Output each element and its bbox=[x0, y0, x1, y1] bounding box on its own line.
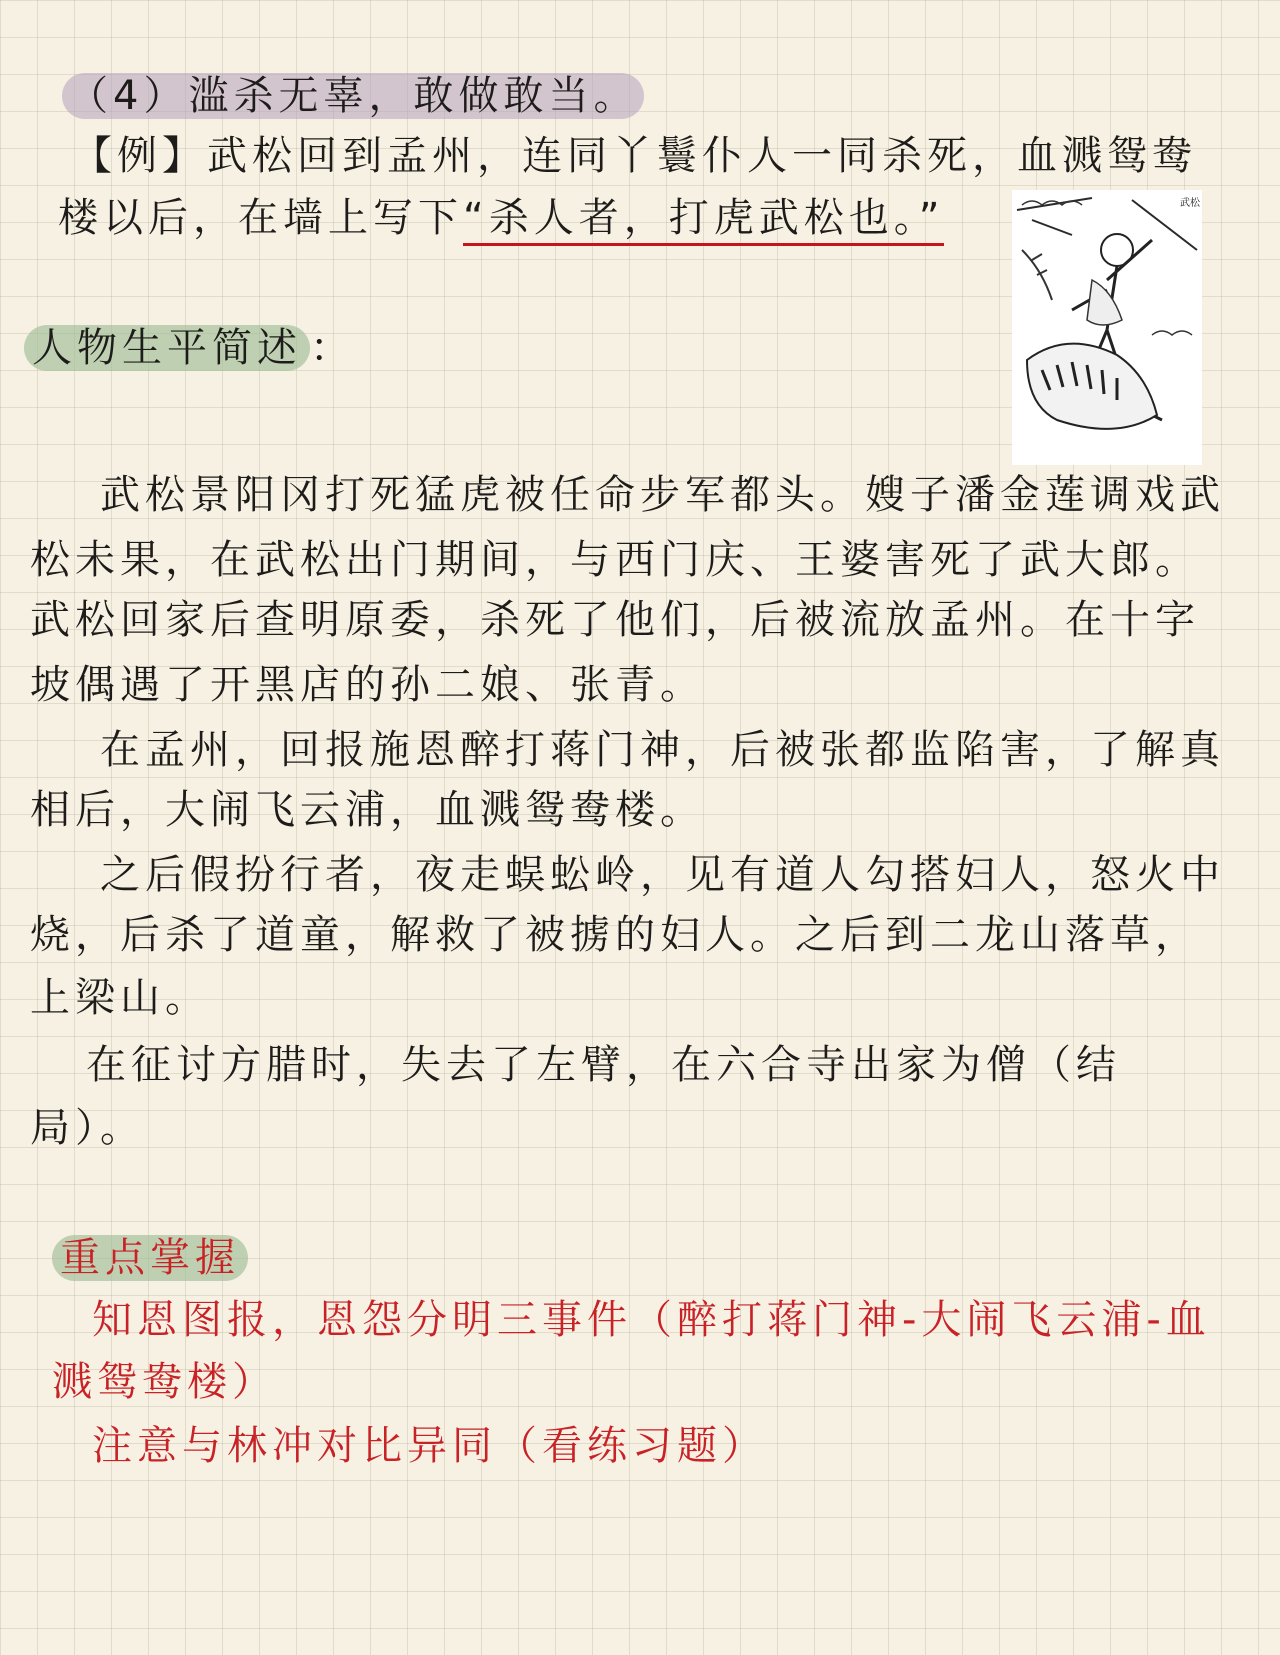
bio-line-6: 相后，大闹飞云浦，血溅鸳鸯楼。 bbox=[30, 787, 705, 833]
key-points-heading bbox=[52, 1228, 248, 1288]
key-point-line-3: 注意与林冲对比异同（看练习题） bbox=[92, 1423, 767, 1469]
section-heading bbox=[62, 66, 644, 126]
bio-line-2: 松未果，在武松出门期间，与西门庆、王婆害死了武大郎。 bbox=[30, 537, 1200, 583]
bio-line-9: 上梁山。 bbox=[30, 975, 210, 1021]
bio-line-5: 在孟州，回报施恩醉打蒋门神，后被张都监陷害，了解真 bbox=[100, 727, 1225, 773]
bio-line-8: 烧，后杀了道童，解救了被掳的妇人。之后到二龙山落草， bbox=[30, 912, 1200, 958]
bio-line-10: 在征讨方腊时，失去了左臂，在六合寺出家为僧（结 bbox=[86, 1042, 1121, 1088]
example-line-2 bbox=[58, 188, 944, 248]
woodcut-wusong-tiger-illustration bbox=[1012, 190, 1202, 465]
key-points-label: 重点掌握 bbox=[52, 1235, 248, 1281]
bio-label: 人物生平简述 bbox=[24, 325, 310, 371]
key-point-line-2: 溅鸳鸯楼） bbox=[52, 1359, 277, 1405]
bio-colon: ： bbox=[310, 325, 355, 371]
key-point-line-1: 知恩图报，恩怨分明三事件（醉打蒋门神-大闹飞云浦-血 bbox=[92, 1297, 1211, 1343]
woodcut-illustration bbox=[1012, 190, 1202, 465]
section-heading-text: （4）滥杀无辜，敢做敢当。 bbox=[62, 73, 644, 119]
bio-line-7: 之后假扮行者，夜走蜈蚣岭，见有道人勾搭妇人，怒火中 bbox=[100, 852, 1225, 898]
example-text-2: 楼以后，在墙上写下 bbox=[58, 195, 463, 241]
illustration-caption: 武松 bbox=[1180, 198, 1200, 209]
bio-line-1: 武松景阳冈打死猛虎被任命步军都头。嫂子潘金莲调戏武 bbox=[100, 472, 1225, 518]
bio-heading bbox=[24, 318, 355, 378]
example-line-1 bbox=[72, 126, 1197, 186]
example-quote: “杀人者，打虎武松也。” bbox=[463, 195, 944, 246]
example-label: 【例】 bbox=[72, 133, 207, 179]
bio-line-11: 局）。 bbox=[30, 1105, 145, 1151]
bio-line-3: 武松回家后查明原委，杀死了他们，后被流放孟州。在十字 bbox=[30, 597, 1200, 643]
bio-line-4: 坡偶遇了开黑店的孙二娘、张青。 bbox=[30, 662, 705, 708]
example-text-1: 武松回到孟州，连同丫鬟仆人一同杀死，血溅鸳鸯 bbox=[207, 133, 1197, 179]
